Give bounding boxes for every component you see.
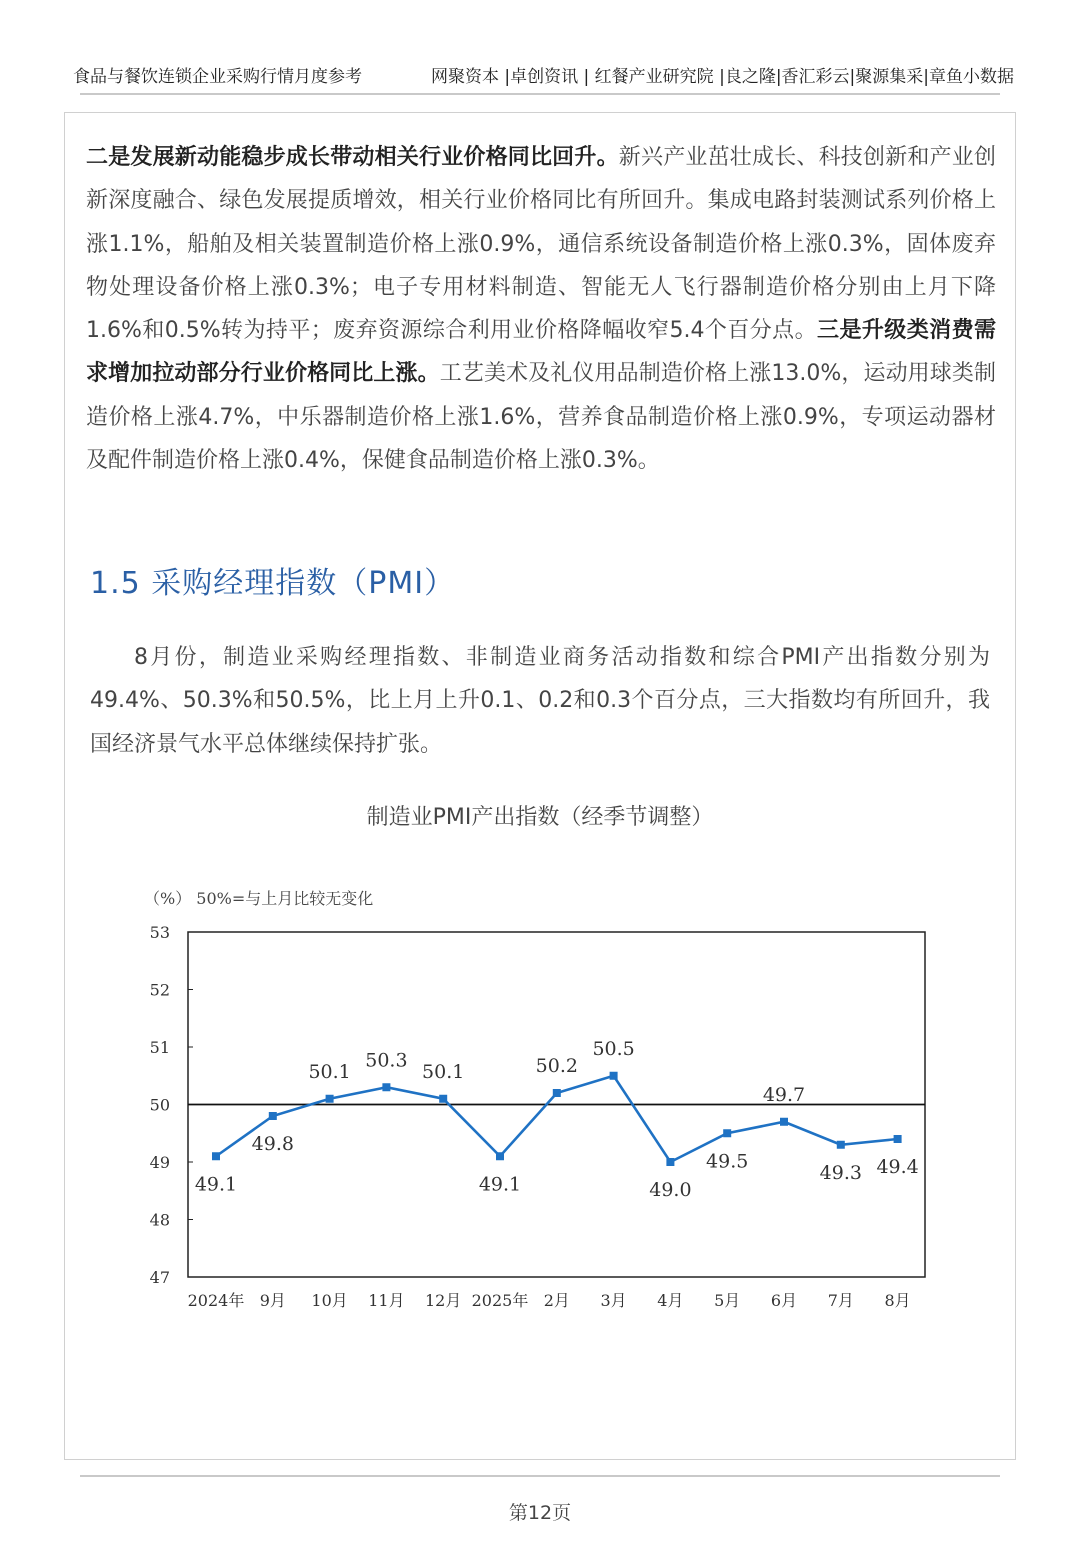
data-point (666, 1158, 674, 1166)
data-label: 49.0 (649, 1179, 692, 1201)
header-divider (80, 93, 1000, 95)
paragraph-bold-lead-2: 三是升级类消费需求增加拉动部分行业价格同比上涨。 (86, 318, 996, 387)
x-tick-label: 9月 (259, 1291, 286, 1310)
data-point (553, 1089, 561, 1097)
x-tick-label: 6月 (770, 1291, 798, 1310)
data-label: 49.1 (194, 1173, 238, 1196)
data-label: 49.3 (819, 1161, 862, 1184)
footer-divider (80, 1475, 1000, 1477)
y-tick-label: 51 (149, 1038, 170, 1057)
data-point (269, 1112, 277, 1120)
x-tick-label: 12月 (425, 1291, 462, 1310)
page-number: 第12页 (508, 1502, 572, 1524)
x-tick-label: 11月 (368, 1291, 405, 1310)
data-point (496, 1152, 504, 1160)
x-tick-label: 8月 (884, 1291, 911, 1310)
paragraph-industry-prices (86, 136, 996, 482)
chart-unit-note: （%） 50%=与上月比较无变化 (144, 889, 374, 908)
header-sources: 网聚资本 |卓创资讯 | 红餐产业研究院 |良之隆|香汇彩云|聚源集采|章鱼小数据 (431, 67, 1014, 87)
data-label: 50.5 (592, 1037, 635, 1060)
pmi-line-chart (130, 880, 960, 1320)
x-tick-label: 2月 (543, 1291, 570, 1310)
data-label: 50.1 (422, 1060, 465, 1083)
x-tick-label: 2024年 (187, 1291, 245, 1310)
y-tick-label: 53 (149, 923, 170, 942)
data-point (326, 1095, 334, 1103)
y-tick-label: 49 (149, 1153, 170, 1172)
data-point (723, 1129, 731, 1137)
data-point (610, 1072, 618, 1080)
y-tick-label: 48 (149, 1210, 170, 1230)
y-tick-label: 50 (149, 1095, 170, 1115)
y-tick-label: 47 (149, 1268, 170, 1287)
data-label: 50.1 (308, 1060, 351, 1083)
paragraph-bold-lead-1: 二是发展新动能稳步成长带动相关行业价格同比回升。 (86, 145, 619, 170)
x-tick-label: 4月 (657, 1291, 684, 1310)
x-tick-label: 5月 (714, 1291, 741, 1310)
data-label: 49.4 (876, 1156, 919, 1178)
data-label: 49.1 (478, 1173, 522, 1196)
data-point (894, 1135, 902, 1143)
data-label: 49.5 (706, 1150, 749, 1173)
data-point (212, 1152, 220, 1160)
data-point (837, 1141, 845, 1149)
header-title: 食品与餐饮连锁企业采购行情月度参考 (73, 67, 362, 87)
x-tick-label: 10月 (311, 1291, 348, 1310)
data-label: 50.3 (365, 1049, 408, 1072)
x-tick-label: 3月 (600, 1291, 627, 1310)
chart-title: 制造业PMI产出指数（经季节调整） (366, 805, 714, 830)
data-label: 49.8 (251, 1133, 294, 1155)
x-tick-label: 7月 (827, 1291, 854, 1310)
x-tick-label: 2025年 (471, 1291, 529, 1310)
data-point (780, 1118, 788, 1126)
y-tick-label: 52 (149, 980, 170, 1000)
data-point (382, 1083, 390, 1091)
paragraph-pmi: 8月份，制造业采购经理指数、非制造业商务活动指数和综合PMI产出指数分别为49.4%、50.3%和50.5%，比上月上升0.1、0.2和0.3个百分点，三大指数均有所回升，我国经济景气水平总体继续保持扩张。 (90, 645, 990, 757)
paragraph-text-1: 新兴产业茁壮成长、科技创新和产业创新深度融合、绿色发展提质增效，相关行业价格同比有所回升。集成电路封装测试系列价格上涨1.1%，船舶及相关装置制造价格上涨0.9%，通信系统设备制造价格上涨0.3%，固体废弃物处理设备价格上涨0.3%；电子专用材料制造、智能无人飞行器制造价格分别由上月下降1.6%和0.5%转为持平；废弃资源综合利用业价格降幅收窄5.4个百分点。 (86, 145, 996, 344)
data-label: 49.7 (762, 1083, 806, 1106)
data-point (439, 1095, 447, 1103)
paragraph-text-2: 工艺美术及礼仪用品制造价格上涨13.0%，运动用球类制造价格上涨4.7%，中乐器制造价格上涨1.6%，营养食品制造价格上涨0.9%，专项运动器材及配件制造价格上涨0.4%，保健食品制造价格上涨0.3%。 (86, 361, 996, 474)
data-label: 50.2 (535, 1055, 578, 1077)
section-title-pmi: 1.5 采购经理指数（PMI） (90, 566, 456, 601)
